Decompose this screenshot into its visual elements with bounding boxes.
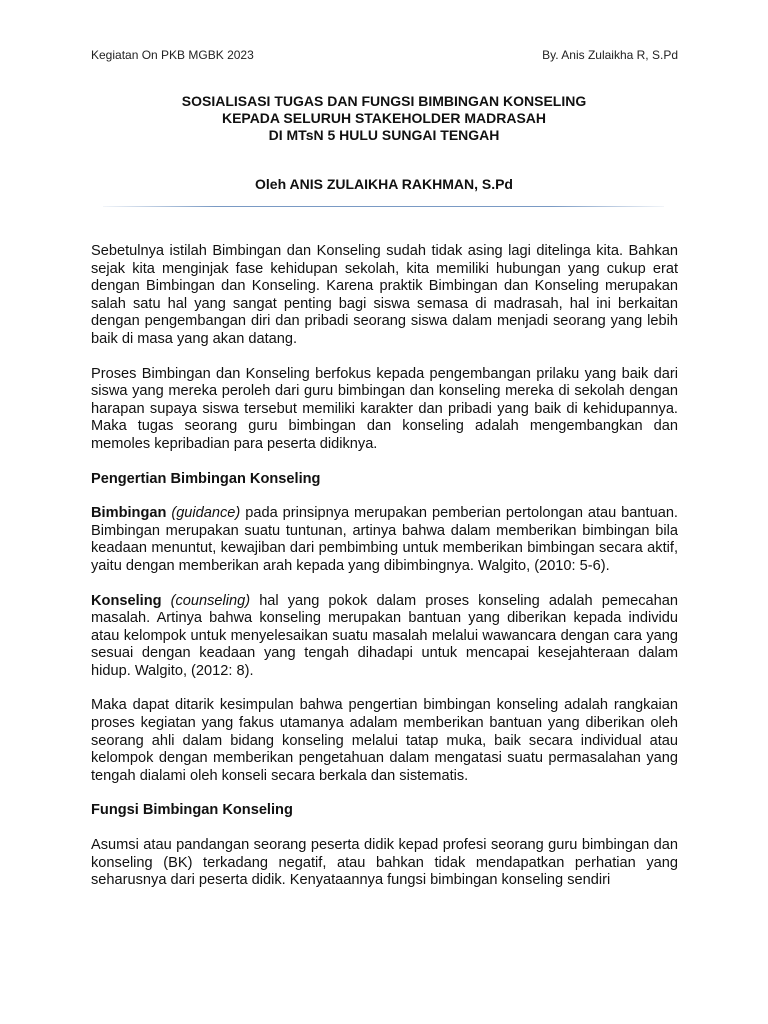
- section-heading-fungsi: Fungsi Bimbingan Konseling: [91, 802, 293, 819]
- title-line-2: KEPADA SELURUH STAKEHOLDER MADRASAH: [221, 110, 547, 126]
- header-author: By. Anis Zulaikha R, S.Pd: [542, 48, 678, 62]
- bimbingan-term: Bimbingan: [91, 505, 167, 522]
- konseling-term: Konseling: [91, 592, 162, 609]
- document-body: [91, 243, 678, 890]
- fungsi-paragraph-1: Asumsi atau pandangan seorang peserta didik kepad profesi seorang guru bimbingan dan konseling (BK) terkadang negatif, atau bahkan tidak mendapatkan perhatian yang seharusnya dari peserta didik. Kenyataannya fungsi bimbingan konseling sendiri: [91, 837, 678, 889]
- bimbingan-paragraph: [91, 505, 678, 575]
- bimbingan-text: pada prinsipnya merupakan pemberian pertolongan atau bantuan. Bimbingan merupakan suatu tuntunan, artinya bahwa dalam memberikan bimbingan bila keadaan menuntut, kewajiban dari pembimbing untuk memberikan bimbingan secara aktif, yaitu dengan memberikan arah kepada yang dibimbingnya. Walgito, (2010: 5-6).: [91, 505, 678, 574]
- page-header: [91, 48, 678, 62]
- title-divider: [103, 206, 664, 207]
- section-heading-pengertian: Pengertian Bimbingan Konseling: [91, 470, 321, 487]
- author-line: Oleh ANIS ZULAIKHA RAKHMAN, S.Pd: [255, 176, 513, 192]
- document-title: [0, 93, 768, 144]
- bimbingan-latin: (guidance): [171, 505, 241, 522]
- header-event: Kegiatan On PKB MGBK 2023: [91, 48, 254, 62]
- conclusion-paragraph: Maka dapat ditarik kesimpulan bahwa pengertian bimbingan konseling adalah rangkaian proses kegiatan yang fakus utamanya adalam memberikan bantuan yang diberikan oleh seorang ahli dalam bidang konseling melalui tatap muka, baik secara individual atau kelompok dengan memberikan pengetahuan dalam mengatasi suatu permasalahan yang tengah dialami oleh konseli secara berkala dan sistematis.: [91, 697, 678, 784]
- konseling-paragraph: [91, 593, 678, 681]
- intro-paragraph-2: Proses Bimbingan dan Konseling berfokus kepada pengembangan prilaku yang baik dari siswa yang mereka peroleh dari guru bimbingan dan konseling mereka di sekolah dengan harapan supaya siswa tersebut memiliki karakter dan pribadi yang baik di kehidupannya. Maka tugas seorang guru bimbingan dan konseling adalah mengembangkan dan memoles kepribadian para peserta didiknya.: [91, 365, 678, 452]
- title-line-3: DI MTsN 5 HULU SUNGAI TENGAH: [268, 127, 500, 143]
- title-line-1: SOSIALISASI TUGAS DAN FUNGSI BIMBINGAN KONSELING: [181, 93, 587, 109]
- konseling-latin: (counseling): [170, 592, 251, 609]
- konseling-text: hal yang pokok dalam proses konseling adalah pemecahan masalah. Artinya bahwa konseling merupakan bantuan yang diberikan kepada individu atau kelompok untuk menyelesaikan suatu masalah melalui wawancara dengan cara yang sesuai dengan keadaan yang tengah dihadapi untuk mencapai kesejahteraan dalam hidup. Walgito, (2012: 8).: [91, 592, 678, 679]
- intro-paragraph-1: Sebetulnya istilah Bimbingan dan Konseling sudah tidak asing lagi ditelinga kita. Bahkan sejak kita menginjak fase kehidupan sekolah, kita memiliki hubungan yang cukup erat dengan Bimbingan dan Konseling. Karena praktik Bimbingan dan Konseling merupakan salah satu hal yang sangat penting bagi siswa semasa di madrasah, hal ini berkaitan dengan pengembangan diri dan pribadi seorang siswa dalam menjadi seorang yang lebih baik di masa yang akan datang.: [91, 243, 678, 347]
